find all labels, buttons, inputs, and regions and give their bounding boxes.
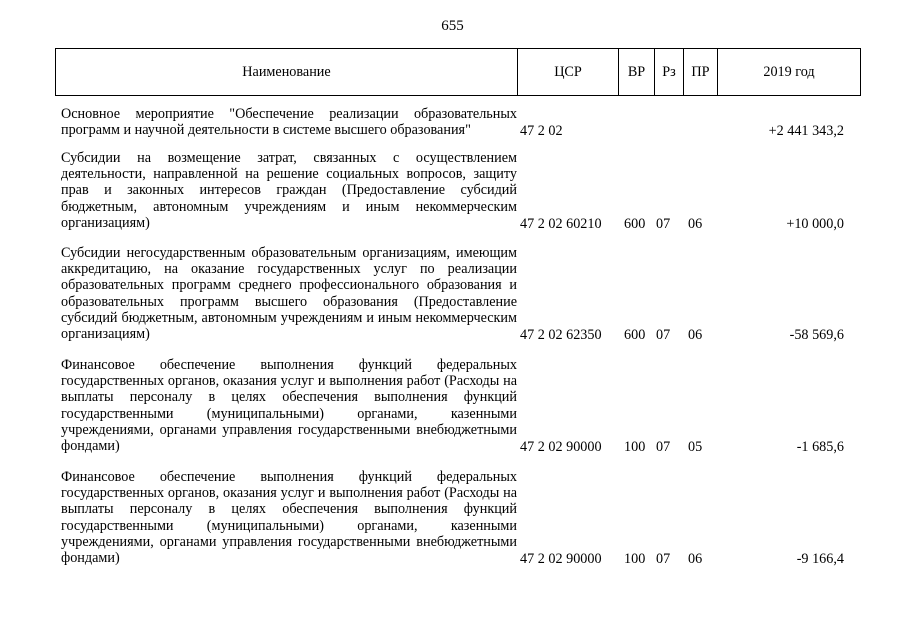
row-name: Субсидии на возмещение затрат, связанных с осуществлением деятельности, направленной на решение социальных вопросов, защиту прав и законных интересов граждан (Предоставление субсидий бюджетным, автономным учреждениям и иным некоммерческим организациям): [61, 150, 517, 231]
page-number: 655: [441, 18, 464, 34]
row-pr: 05: [688, 438, 703, 455]
row-vr: 100: [624, 438, 646, 455]
table-header: [55, 48, 861, 96]
row-vr: 600: [624, 215, 646, 232]
header-name: Наименование: [242, 64, 331, 80]
table-row: [0, 106, 905, 139]
table-row: [0, 357, 905, 455]
row-amount: +10 000,0: [786, 215, 844, 232]
row-vr: 600: [624, 326, 646, 343]
row-rz: 07: [656, 326, 671, 343]
row-name: Субсидии негосударственным образовательным организациям, имеющим аккредитацию, на оказание государственных услуг по реализации образовательных программ среднего профессионального образования и образовательных программ высшего образования (Предоставление субсидий бюджетным, автономным учреждениям и иным некоммерческим организациям): [61, 245, 517, 343]
row-pr: 06: [688, 550, 703, 567]
row-rz: 07: [656, 550, 671, 567]
table-row: [0, 150, 905, 232]
row-csr: 47 2 02 60210: [520, 215, 602, 232]
row-amount: -58 569,6: [789, 326, 844, 343]
row-rz: 07: [656, 215, 671, 232]
row-vr: 100: [624, 550, 646, 567]
table-row: [0, 245, 905, 343]
row-amount: +2 441 343,2: [768, 122, 844, 139]
row-pr: 06: [688, 326, 703, 343]
row-rz: 07: [656, 438, 671, 455]
row-name: Финансовое обеспечение выполнения функций федеральных государственных органов, оказания услуг и выполнения работ (Расходы на выплаты персоналу в целях обеспечения выполнения функций государственными (муниципальными) органами, казенными учреждениями, органами управления государственными внебюджетными фондами): [61, 469, 517, 567]
row-pr: 06: [688, 215, 703, 232]
table-row: [0, 469, 905, 567]
row-amount: -1 685,6: [796, 438, 844, 455]
row-amount: -9 166,4: [796, 550, 844, 567]
row-name: Финансовое обеспечение выполнения функций федеральных государственных органов, оказания услуг и выполнения работ (Расходы на выплаты персоналу в целях обеспечения выполнения функций государственными (муниципальными) органами, казенными учреждениями, органами управления государственными внебюджетными фондами): [61, 357, 517, 455]
row-csr: 47 2 02 90000: [520, 550, 602, 567]
header-vr: ВР: [618, 49, 654, 95]
row-csr: 47 2 02 62350: [520, 326, 602, 343]
row-csr: 47 2 02 90000: [520, 438, 602, 455]
header-year: 2019 год: [717, 49, 860, 95]
row-csr: 47 2 02: [520, 122, 563, 139]
header-rz: Рз: [654, 49, 683, 95]
row-name: Основное мероприятие "Обеспечение реализации образовательных программ и научной деятельности в системе высшего образования": [61, 106, 517, 139]
header-csr: ЦСР: [517, 49, 618, 95]
header-pr: ПР: [683, 49, 717, 95]
